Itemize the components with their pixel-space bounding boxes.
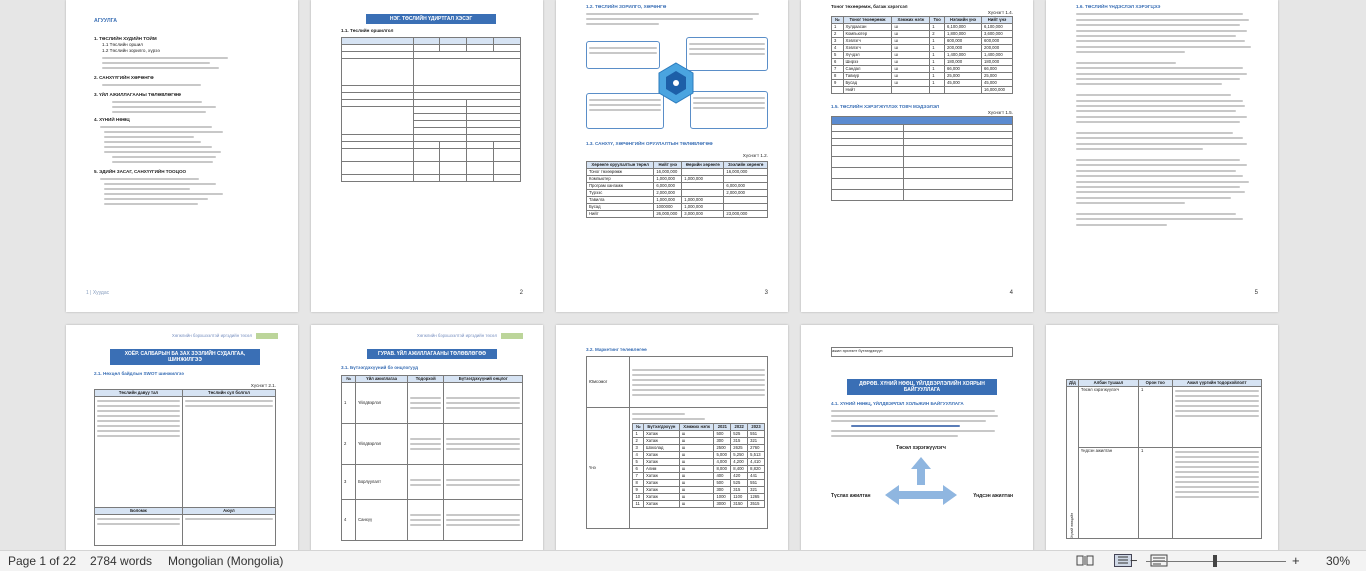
- toc-item: 5. ЭДИЙН ЗАСАГ, САНХҮҮГИЙН ТООЦОО: [94, 169, 187, 174]
- table-cell: 25,000: [982, 73, 1013, 80]
- table-cell: 2,000,000: [654, 190, 682, 197]
- table-cell: 26,000,000: [654, 211, 682, 218]
- table-cell: ш: [679, 452, 714, 459]
- table-header: Тоног төхөөрөмж: [843, 17, 892, 24]
- table-row: [633, 480, 765, 487]
- page-number: 2: [519, 290, 523, 296]
- table-cell: Компьютер: [587, 176, 654, 183]
- table-cell: 1,000,000: [654, 197, 682, 204]
- table-cell: ш: [679, 459, 714, 466]
- table-caption: Хүснэгт 2.1.: [250, 383, 276, 388]
- table-row: [832, 80, 1013, 87]
- table-cell: ш: [892, 59, 930, 66]
- table-header: №: [832, 17, 844, 24]
- table-title: Тоног төхөөрөмж, багаж хэрэгсэл: [831, 4, 908, 9]
- table-cell: Програм хангамж: [587, 183, 654, 190]
- table-cell: 600,000: [982, 38, 1013, 45]
- table-cell: 1000: [714, 494, 731, 501]
- table-cell: 2760: [748, 445, 765, 452]
- table-cell: Хатаж: [643, 459, 679, 466]
- table-cell: 180,000: [945, 59, 982, 66]
- table-row: [832, 52, 1013, 59]
- table-cell: 5: [832, 52, 844, 59]
- zoom-slider-thumb[interactable]: [1213, 555, 1217, 567]
- toc-title: АГУУЛГА: [94, 18, 117, 24]
- table-cell: ш: [679, 494, 714, 501]
- page-count[interactable]: Page 1 of 22: [8, 554, 77, 568]
- table-cell: 6,000,000: [724, 183, 768, 190]
- table-cell: [682, 190, 724, 197]
- table-cell: 420: [731, 473, 748, 480]
- table-cell: 3000: [714, 501, 731, 508]
- table-cell: Компьютер: [843, 31, 892, 38]
- read-mode-icon[interactable]: [1076, 554, 1094, 567]
- table-cell: 1265: [748, 494, 765, 501]
- table-cell: 1: [930, 24, 945, 31]
- table-cell: 315: [731, 487, 748, 494]
- table-row: [587, 190, 768, 197]
- table-header: Нийт үнэ: [982, 17, 1013, 24]
- table-cell: [724, 197, 768, 204]
- table-cell: 16,000,000: [982, 87, 1013, 94]
- table-row: [587, 176, 768, 183]
- table-cell: 3515: [748, 501, 765, 508]
- table-cell: ш: [679, 431, 714, 438]
- language-indicator[interactable]: Mongolian (Mongolia): [168, 554, 284, 568]
- table-cell: 5: [633, 459, 644, 466]
- page-thumbnail-2[interactable]: [311, 0, 543, 312]
- table-cell: ш: [679, 438, 714, 445]
- table-header: Өөрийн хөрөнгө: [682, 162, 724, 169]
- table-cell: [832, 87, 844, 94]
- table-cell: Хатаж: [643, 487, 679, 494]
- table-cell: 5,250: [731, 452, 748, 459]
- table-cell: 3: [633, 445, 644, 452]
- table-cell: Хатаж: [643, 480, 679, 487]
- table-header: Хэмжих нэгж: [892, 17, 930, 24]
- table-header: Нэгжийн үнэ: [945, 17, 982, 24]
- table-cell: 4: [633, 452, 644, 459]
- table-cell: ш: [892, 66, 930, 73]
- project-info-table: [341, 37, 521, 182]
- table-row: [832, 24, 1013, 31]
- table-cell: 3: [832, 38, 844, 45]
- table-cell: 3,600,000: [982, 31, 1013, 38]
- section-title: 1.2. ТӨСЛИЙН ЗОРИЛГО, ХӨРӨНГӨ: [586, 4, 667, 9]
- table-cell: Нийт: [587, 211, 654, 218]
- table-cell: 45,000: [982, 80, 1013, 87]
- table-cell: ш: [892, 73, 930, 80]
- section-subtitle: 1.1. Төслийн оршилгол: [341, 28, 394, 33]
- table-cell: 600,000: [945, 38, 982, 45]
- table-cell: [724, 204, 768, 211]
- table-row: [587, 169, 768, 176]
- table-cell: Алим: [643, 466, 679, 473]
- toc-item: 1.2 Төслийн зорилго, хүрээ: [102, 48, 160, 53]
- table-cell: 1,800,000: [945, 31, 982, 38]
- table-cell: ш: [892, 38, 930, 45]
- table-header: 2022: [731, 424, 748, 431]
- toc-item: 1.1 Төслийн оршил: [102, 42, 143, 47]
- zoom-in-button[interactable]: +: [1292, 553, 1300, 568]
- table-cell: 400: [714, 473, 731, 480]
- toc-item: 3. ҮЙЛ АЖИЛЛАГААНЫ ТӨЛӨВЛӨГӨӨ: [94, 92, 181, 97]
- table-cell: 2: [832, 31, 844, 38]
- table-cell: 8,400: [731, 466, 748, 473]
- table-cell: 66,000: [945, 66, 982, 73]
- table-cell: 1,000,000: [682, 176, 724, 183]
- investment-table: [586, 161, 768, 218]
- table-cell: ш: [679, 445, 714, 452]
- table-cell: ш: [892, 52, 930, 59]
- section-subtitle: 4.1. ХҮНИЙ НӨӨЦ, ҮЙЛДВЭРЛЭЛ ХОЛЬЖИН БАЙГУУЛЛАГА: [831, 401, 964, 406]
- table-cell: 1000000: [654, 204, 682, 211]
- table-row: [633, 452, 765, 459]
- org-diagram: Төсөл хэрэгжүүлэгч Түслах ажилтан Үндсэн ажилтан: [831, 445, 1013, 525]
- table-row: [587, 211, 768, 218]
- equipment-table: [831, 16, 1013, 94]
- table-cell: Сандал: [843, 66, 892, 73]
- table-cell: Тавиур: [843, 73, 892, 80]
- table-cell: Хүчдэл: [843, 52, 892, 59]
- table-cell: Бусад: [587, 204, 654, 211]
- table-cell: 9: [832, 80, 844, 87]
- page-thumbnail-8[interactable]: [556, 325, 788, 551]
- table-cell: 8: [633, 480, 644, 487]
- table-cell: Нийт: [843, 87, 892, 94]
- marketing-table: Юмсомог Үнэ № Бүтээгдэхүүн Хэмжих нэгж 2021 2022 2023 1 Хатаж ш 500 525 551 2 Хатаж ш 300 315 321 3 Шоколад ш 2500 2625 2760 4 Хатаж ш 5,000 5,250 5,513 5 Хатаж ш 4,000 4,200 4,410 6 Алим ш 8,000 8,400 8,820 7 Хатаж ш 400 420 441 8 Хатаж ш 500 525 551 9 Хатаж ш 300 315 321 10 Хатаж ш 1000 1100 1265 11 Хатаж ш 3000 3150 3515: [586, 356, 768, 529]
- table-cell: 8,000: [714, 466, 731, 473]
- table-cell: 4: [832, 45, 844, 52]
- page-thumbnail-7[interactable]: [311, 325, 543, 551]
- hexagon-icon: [656, 61, 696, 111]
- toc-item: 2. САНХҮҮГИЙН ХӨРӨНГӨ: [94, 75, 154, 80]
- table-cell: ш: [679, 473, 714, 480]
- table-header: Хөрөнгө оруулалтын төрөл: [587, 162, 654, 169]
- table-cell: 551: [748, 431, 765, 438]
- zoom-out-button[interactable]: −: [1130, 553, 1138, 568]
- section-subtitle: 3.2. Маркетинг төлөвлөгөө: [586, 347, 647, 352]
- table-cell: Хэвлэгч: [843, 38, 892, 45]
- page-header: Хөгжлийн бэрхшээлтэй иргэдийн төсөл: [416, 333, 497, 338]
- table-row: [587, 197, 768, 204]
- table-cell: Хатаж: [643, 438, 679, 445]
- table-cell: 2: [633, 438, 644, 445]
- section-banner: ДӨРӨВ. ХҮНИЙ НӨӨЦ, ҮЙЛДВЭРЛЭЛИЙН ХОЯРЫН БАЙГУУЛЛАГА: [847, 379, 997, 395]
- table-cell: Ширээ: [843, 59, 892, 66]
- table-cell: ш: [679, 480, 714, 487]
- toc-item: 1. ТӨСЛИЙН ХУДИЙН ТОЙМ: [94, 36, 157, 41]
- table-row: [832, 31, 1013, 38]
- page-thumbnail-5[interactable]: [1046, 0, 1278, 312]
- table-cell: 3150: [731, 501, 748, 508]
- table-cell: 66,000: [982, 66, 1013, 73]
- table-header: Бүтээгдэхүүн: [643, 424, 679, 431]
- table-cell: 3,000,000: [682, 211, 724, 218]
- table-cell: 6: [633, 466, 644, 473]
- table-cell: 1: [930, 80, 945, 87]
- table-cell: 10: [633, 494, 644, 501]
- table-cell: 5,513: [748, 452, 765, 459]
- page-thumbnail-9[interactable]: ажил эрхлэлт бүтээгдэхүүн ДӨРӨВ. ХҮНИЙ НӨӨЦ, ҮЙЛДВЭРЛЭЛИЙН ХОЯРЫН БАЙГУУЛЛАГА 4.1. ХҮНИЙ НӨӨЦ, ҮЙЛДВЭРЛЭЛ ХОЛЬЖИН БАЙГУУЛЛАГА Төсөл хэрэгжүүлэгч Түслах ажилтан Үндсэн ажилтан: [801, 325, 1033, 551]
- table-cell: 6,000,000: [654, 183, 682, 190]
- table-cell: 6,100,000: [982, 24, 1013, 31]
- table-cell: 7: [633, 473, 644, 480]
- table-cell: [682, 183, 724, 190]
- table-row: [633, 445, 765, 452]
- table-cell: 180,000: [982, 59, 1013, 66]
- section-banner: НЭГ. ТӨСЛИЙН ҮДИРТГАЛ ХЭСЭГ: [366, 14, 496, 24]
- table-cell: 1: [930, 45, 945, 52]
- table-cell: 2: [930, 31, 945, 38]
- table-cell: 321: [748, 438, 765, 445]
- table-row: [633, 473, 765, 480]
- table-row: [832, 45, 1013, 52]
- page-header: Хөгжлийн бэрхшээлтэй иргэдийн төсөл: [171, 333, 252, 338]
- table-row: [832, 66, 1013, 73]
- table-cell: 23,000,000: [724, 211, 768, 218]
- page-thumbnail-10[interactable]: [1046, 325, 1278, 551]
- table-cell: Хатаж: [643, 431, 679, 438]
- table-cell: Хатаж: [643, 501, 679, 508]
- table-cell: 7: [832, 66, 844, 73]
- table-cell: 1100: [731, 494, 748, 501]
- table-cell: [892, 87, 930, 94]
- section-subtitle: 2.1. Нөхцөл байдлын SWOT шинжилгээ: [94, 371, 184, 376]
- table-cell: 16,000,000: [724, 169, 768, 176]
- swot-table: Төслийн давуу тал Төслийн сул болгол Боломж Аюул: [94, 389, 276, 546]
- table-cell: 1: [930, 38, 945, 45]
- table-cell: 8,820: [748, 466, 765, 473]
- table-cell: 11: [633, 501, 644, 508]
- table-cell: Шоколад: [643, 445, 679, 452]
- table-cell: 5,000: [714, 452, 731, 459]
- table-cell: Хатаж: [643, 452, 679, 459]
- table-cell: 8: [832, 73, 844, 80]
- page-thumbnail-6[interactable]: [66, 325, 298, 551]
- table-cell: 200,000: [982, 45, 1013, 52]
- table-cell: 2625: [731, 445, 748, 452]
- table-cell: 1,000,000: [682, 197, 724, 204]
- section-banner: ХОЁР. САЛБАРЫН БА ЗАХ ЗЭЭЛИЙН СУДАЛГАА, ШИНЖИЛГЭЭ: [110, 349, 260, 365]
- table-header: Хэмжих нэгж: [679, 424, 714, 431]
- table-row: [832, 38, 1013, 45]
- status-bar: [0, 550, 1366, 571]
- summary-table: [831, 116, 1013, 201]
- table-row: [832, 87, 1013, 94]
- table-row: [587, 204, 768, 211]
- table-cell: [945, 87, 982, 94]
- table-cell: 525: [731, 431, 748, 438]
- table-caption: Хүснэгт 1.4.: [987, 10, 1013, 15]
- table-cell: ш: [892, 24, 930, 31]
- table-cell: 500: [714, 431, 731, 438]
- table-cell: 4,000: [714, 459, 731, 466]
- page-thumbnail-4[interactable]: [801, 0, 1033, 312]
- table-cell: 1: [633, 431, 644, 438]
- table-row: [633, 466, 765, 473]
- table-header: Тоо: [930, 17, 945, 24]
- section-subtitle: 1.3. САНХҮҮ, ХӨРӨНГИЙН ОРУУЛАЛТЫН ТӨЛӨВЛӨГӨӨ: [586, 141, 713, 146]
- goal-diagram: [586, 31, 768, 141]
- page-thumbnail-1[interactable]: [66, 0, 298, 312]
- page-number: 3: [764, 290, 768, 296]
- table-row: [633, 438, 765, 445]
- table-cell: 6: [832, 59, 844, 66]
- table-cell: ш: [892, 45, 930, 52]
- zoom-level[interactable]: 30%: [1326, 554, 1351, 568]
- table-row: [832, 59, 1013, 66]
- table-cell: Тавилга: [587, 197, 654, 204]
- table-cell: 1,400,000: [945, 52, 982, 59]
- table-cell: Түрээс: [587, 190, 654, 197]
- table-cell: Тоног төхөөрөмж: [587, 169, 654, 176]
- table-cell: 1: [930, 66, 945, 73]
- table-cell: ш: [679, 501, 714, 508]
- table-cell: 4,200: [731, 459, 748, 466]
- org-arrows-icon: [883, 455, 959, 517]
- table-cell: 1,400,000: [982, 52, 1013, 59]
- table-caption: Хүснэгт 1.5.: [987, 110, 1013, 115]
- table-cell: [682, 169, 724, 176]
- table-row: [633, 487, 765, 494]
- table-cell: 551: [748, 480, 765, 487]
- table-cell: 315: [731, 438, 748, 445]
- table-cell: 25,000: [945, 73, 982, 80]
- table-cell: 2500: [714, 445, 731, 452]
- table-cell: 6,100,000: [945, 24, 982, 31]
- table-cell: ш: [679, 487, 714, 494]
- section-subtitle: 3.1. Бүтээгдэхүүний бэ онцлогууд: [341, 365, 419, 370]
- table-cell: 2,000,000: [724, 190, 768, 197]
- table-header: Зээлийн хөрөнгө: [724, 162, 768, 169]
- table-cell: Хэвлэгч: [843, 45, 892, 52]
- table-cell: 1,000,000: [682, 204, 724, 211]
- section-title: 1.6. ТӨСЛИЙН ҮНДЭСЛЭЛ ХЭРЭГЦЭЭ: [1076, 4, 1161, 9]
- table-cell: 300: [714, 487, 731, 494]
- table-cell: Хатаж: [643, 494, 679, 501]
- table-cell: Бусад: [843, 80, 892, 87]
- table-header: №: [633, 424, 644, 431]
- section-banner: ГУРАВ. ҮЙЛ АЖИЛЛАГААНЫ ТӨЛӨВЛӨГӨӨ: [367, 349, 497, 359]
- table-row: [587, 183, 768, 190]
- section-subtitle: 1.5. ТӨСЛИЙН ХЭРЭГЖҮҮЛЭХ ТОВЧ МЭДЭЭЛЭЛ: [831, 104, 940, 109]
- table-cell: Хатаж: [643, 473, 679, 480]
- table-header: 2023: [748, 424, 765, 431]
- table-cell: 525: [731, 480, 748, 487]
- table-cell: 1: [930, 59, 945, 66]
- table-row: [633, 501, 765, 508]
- table-cell: 16,000,000: [654, 169, 682, 176]
- table-cell: 45,000: [945, 80, 982, 87]
- table-caption: Хүснэгт 1.2.: [742, 153, 768, 158]
- staff-table: Д/д Албан тушаал Орон тоо Ажил үүргийн тодорхойлолт Хүний нөөцийн Төсөл хэрэгжүүлэгч 1 Үндсэн ажилтан 1: [1066, 379, 1262, 539]
- table-cell: 1: [832, 24, 844, 31]
- table-cell: 9: [633, 487, 644, 494]
- table-cell: ш: [892, 31, 930, 38]
- table-cell: Хулдаасан: [843, 24, 892, 31]
- table-cell: 4,410: [748, 459, 765, 466]
- table-cell: 1,000,000: [654, 176, 682, 183]
- table-cell: ш: [679, 466, 714, 473]
- word-count[interactable]: 2784 words: [90, 554, 153, 568]
- table-cell: 300: [714, 438, 731, 445]
- table-cell: [724, 176, 768, 183]
- activity-table: № Үйл ажиллагаа Тодорхой Бүтээгдэхүүний онцлог 1 Үйлдвэрлэл 2 Үйлдвэрлэл 3 Борлуулалт 4 Санхүү: [341, 375, 523, 541]
- toc-item: 4. ХҮНИЙ НӨӨЦ: [94, 117, 130, 122]
- table-row: [832, 73, 1013, 80]
- table-cell: 321: [748, 487, 765, 494]
- table-row: [633, 431, 765, 438]
- table-row: [633, 494, 765, 501]
- page-thumbnail-3[interactable]: [556, 0, 788, 312]
- table-row: [633, 459, 765, 466]
- table-cell: 1: [930, 73, 945, 80]
- table-cell: 1: [930, 52, 945, 59]
- page-number: 4: [1009, 290, 1013, 296]
- table-cell: ш: [892, 80, 930, 87]
- table-header: Нийт үнэ: [654, 162, 682, 169]
- table-cell: [930, 87, 945, 94]
- page-number: 5: [1254, 290, 1258, 296]
- table-cell: 441: [748, 473, 765, 480]
- page-footer: 1 | Хуудас: [86, 290, 110, 296]
- table-cell: 200,000: [945, 45, 982, 52]
- table-header: 2021: [714, 424, 731, 431]
- table-cell: 500: [714, 480, 731, 487]
